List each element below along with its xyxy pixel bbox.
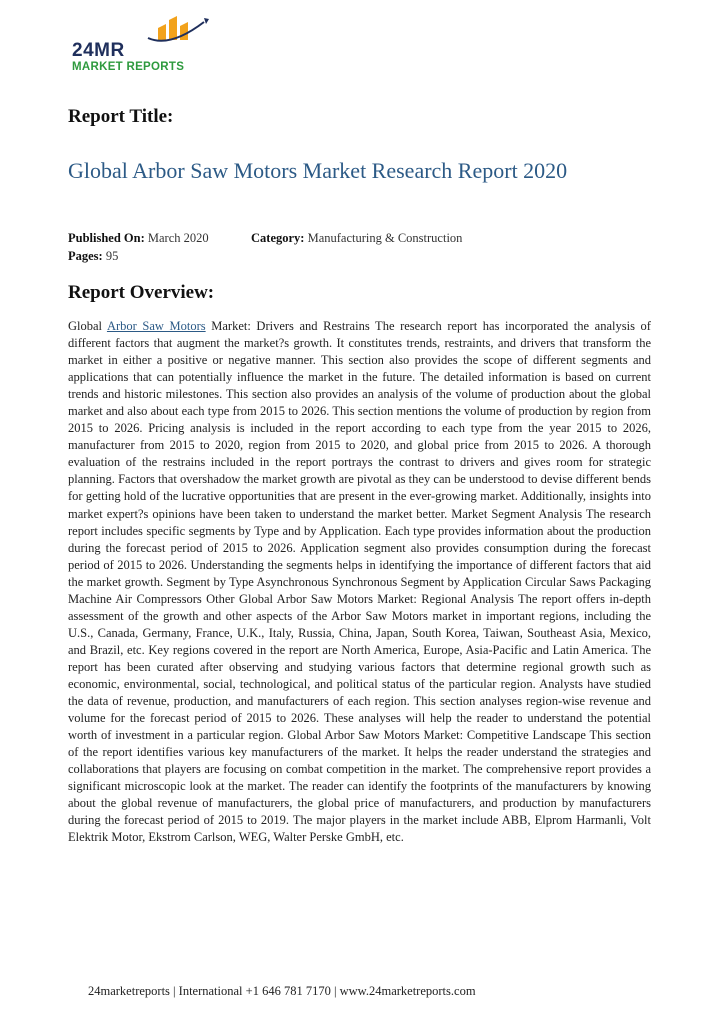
category (251, 231, 462, 246)
report-overview-label: Report Overview: (68, 282, 215, 303)
pages-value: 95 (105, 249, 119, 263)
logo-text-24mr: 24MR (72, 40, 125, 61)
published-label: Published On: (68, 231, 145, 245)
logo-text-market-reports: MARKET REPORTS (72, 61, 185, 73)
overview-body: Market: Drivers and Restrains The research report has incorporated the analysis of different factors that augment the market?s growth. It constitutes trends, restraints, and drivers that transform the market in either a positive or negative manner. This section also provides the scope of different segments and applications that can potentially influence the market in the future. The detailed information is based on current trends and historic milestones. This section also provides an analysis of the volume of production about the global market and also about each type from 2015 to 2026. This section mentions the volume of production by region from 2015 to 2026. Pricing analysis is included in the report according to each type from the year 2015 to 2026, manufacturer from 2015 to 2020, region from 2015 to 2020, and global price from 2015 to 2026. A thorough evaluation of the restrains included in the report portrays the contrast to drivers and gives room for strategic planning. Factors that overshadow the market growth are pivotal as they can be understood to devise different bends for getting hold of the lucrative opportunities that are present in the ever-growing market. Additionally, insights into market expert?s opinions have been taken to understand the market better. Market Segment Analysis The research report includes specific segments by Type and by Application. Each type provides information about the production during the forecast period of 2015 to 2026. Application segment also provides consumption during the forecast period of 2015 to 2026. Understanding the segments helps in identifying the importance of different factors that aid the market growth. Segment by Type Asynchronous Synchronous Segment by Application Circular Saws Packaging Machine Air Compressors Other Global Arbor Saw Motors Market: Regional Analysis The report offers in-depth assessment of the growth and other aspects of the Arbor Saw Motors market in important regions, including the U.S., Canada, Germany, France, U.K., Italy, Russia, China, Japan, South Korea, Taiwan, Southeast Asia, Mexico, and Brazil, etc. Key regions covered in the report are North America, Europe, Asia-Pacific and Latin America. The report has been curated after observing and studying various factors that determine regional growth such as economic, environmental, social, technological, and political status of the particular region. Analysts have studied the data of revenue, production, and manufacturers of each region. This section analyses region-wise revenue and volume for the forecast period of 2015 to 2026. These analyses will help the reader to understand the potential worth of investment in a particular region. Global Arbor Saw Motors Market: Competitive Landscape This section of the report identifies various key manufacturers of the market. It helps the reader understand the strategies and collaborations that players are focusing on combat competition in the market. The comprehensive report provides a significant microscopic look at the market. The reader can identify the footprints of the manufacturers by knowing about the global revenue of manufacturers, the global price of manufacturers, and production by manufacturers during the forecast period of 2015 to 2019. The major players in the market include ABB, Elprom Harmanli, Volt Elektrik Motor, Ekstrom Carlson, WEG, Walter Perske GmbH, etc. (68, 319, 651, 845)
report-title-label: Report Title: (68, 106, 174, 127)
pages (68, 249, 118, 264)
page-title: Global Arbor Saw Motors Market Research Report 2020 (68, 158, 568, 183)
report-overview-text (68, 318, 651, 846)
page-footer: 24marketreports | International +1 646 781 7170 | www.24marketreports.com (88, 984, 476, 998)
arbor-saw-motors-link[interactable]: Arbor Saw Motors (106, 319, 206, 333)
category-value: Manufacturing & Construction (307, 231, 463, 245)
category-label: Category: (251, 231, 305, 245)
published-on (68, 231, 209, 246)
overview-prefix: Global (68, 319, 107, 333)
company-logo[interactable] (70, 14, 220, 76)
published-value: March 2020 (147, 231, 209, 245)
pages-label: Pages: (68, 249, 103, 263)
